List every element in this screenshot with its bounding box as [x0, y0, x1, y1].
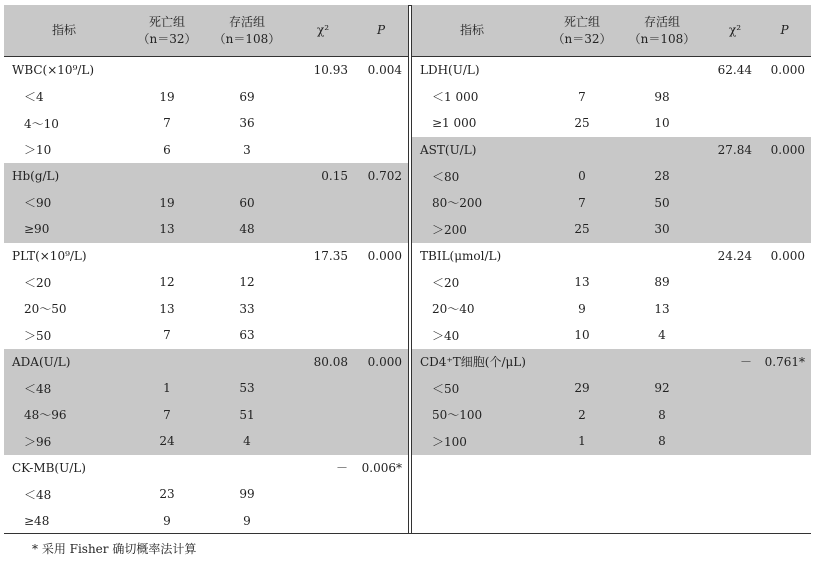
indicator-cell: ＞200	[412, 216, 552, 243]
table-row	[4, 216, 408, 243]
survive-cell: 98	[654, 89, 670, 104]
indicator-cell: CD4⁺T细胞(个/μL)	[412, 349, 552, 376]
table-row	[4, 296, 408, 323]
survive-cell: 60	[202, 190, 292, 217]
p-cell	[354, 269, 408, 296]
table-row	[4, 375, 408, 402]
p-cell	[758, 163, 811, 190]
indicator-cell: 20～50	[24, 302, 67, 317]
chi-cell	[712, 508, 758, 535]
survive-cell: 89	[654, 275, 670, 290]
death-cell	[552, 57, 612, 84]
death-cell: 13	[132, 216, 202, 243]
chi-cell: 80.08	[292, 349, 354, 376]
death-cell: 10	[574, 328, 590, 343]
footnote: * 采用 Fisher 确切概率法计算	[32, 542, 197, 556]
p-cell	[758, 428, 811, 455]
p-cell: 0.000	[758, 137, 811, 164]
table-row	[412, 349, 811, 376]
chi-cell: 17.35	[313, 248, 348, 263]
header-survive: 存活组 （n＝108）	[612, 5, 712, 57]
death-cell: 24	[132, 428, 202, 455]
p-cell	[758, 84, 811, 111]
chi-cell	[712, 216, 758, 243]
chi-cell: 24.24	[717, 248, 752, 263]
survive-cell: 53	[202, 375, 292, 402]
survive-cell: 51	[202, 402, 292, 429]
death-cell	[132, 163, 202, 190]
survive-cell: 63	[239, 328, 255, 343]
chi-cell	[292, 190, 354, 217]
survive-cell	[612, 455, 712, 482]
chi-cell	[292, 137, 354, 164]
survive-cell	[612, 137, 712, 164]
p-cell	[758, 508, 811, 535]
death-cell: 1	[552, 428, 612, 455]
indicator-cell	[412, 455, 552, 482]
p-cell	[354, 190, 408, 217]
table-row	[412, 508, 811, 535]
p-cell	[758, 481, 811, 508]
indicator-cell: ≥1 000	[432, 116, 477, 131]
death-cell: 23	[159, 487, 175, 502]
indicator-cell: TBIL(μmol/L)	[420, 248, 502, 263]
p-cell	[354, 508, 408, 535]
indicator-cell: 48～96	[4, 402, 132, 429]
table-row	[4, 455, 408, 482]
chi-cell	[292, 428, 354, 455]
death-cell: 0	[552, 163, 612, 190]
chi-cell: －	[335, 461, 348, 476]
p-cell: 0.006*	[361, 460, 402, 475]
survive-cell: 8	[612, 428, 712, 455]
death-cell	[132, 243, 202, 270]
chi-cell	[292, 508, 354, 535]
chi-cell	[712, 84, 758, 111]
p-cell: 0.000	[354, 349, 408, 376]
p-cell	[758, 216, 811, 243]
death-cell: 9	[578, 301, 586, 316]
p-cell	[758, 190, 811, 217]
chi-cell	[292, 375, 354, 402]
survive-cell	[612, 243, 712, 270]
p-cell: 0.761*	[758, 349, 811, 376]
indicator-cell: ADA(U/L)	[4, 349, 132, 376]
table-row	[412, 163, 811, 190]
indicator-cell: CK-MB(U/L)	[12, 460, 86, 475]
death-cell: 13	[159, 301, 175, 316]
survive-cell: 10	[654, 116, 670, 131]
indicator-cell: WBC(×10⁹/L)	[12, 63, 95, 78]
chi-cell: 10.93	[313, 63, 348, 78]
table-row	[412, 428, 811, 455]
indicator-cell: AST(U/L)	[412, 137, 552, 164]
p-cell	[354, 375, 408, 402]
indicator-cell: PLT(×10⁹/L)	[12, 248, 87, 263]
p-cell: 0.000	[770, 63, 805, 78]
table-row	[4, 269, 408, 296]
chi-cell	[712, 375, 758, 402]
table-row	[4, 349, 408, 376]
table-row	[4, 84, 408, 111]
chi-cell	[712, 110, 758, 137]
p-cell	[758, 455, 811, 482]
header-chi: χ²	[712, 5, 758, 57]
p-cell	[354, 296, 408, 323]
survive-cell: 8	[612, 402, 712, 429]
survive-cell: 4	[658, 328, 666, 343]
chi-cell: 0.15	[292, 163, 354, 190]
survive-cell	[202, 243, 292, 270]
survive-cell: 30	[612, 216, 712, 243]
indicator-cell: Hb(g/L)	[4, 163, 132, 190]
table-row	[412, 243, 811, 270]
p-cell	[758, 402, 811, 429]
survive-cell: 12	[239, 275, 255, 290]
survive-cell: 50	[612, 190, 712, 217]
table-row	[412, 137, 811, 164]
survive-cell: 13	[654, 301, 670, 316]
header-death: 死亡组 （n＝32）	[552, 5, 612, 57]
survive-cell	[202, 455, 292, 482]
indicator-cell: ＜4	[24, 90, 44, 105]
chi-cell	[712, 428, 758, 455]
p-cell: 0.004	[367, 63, 402, 78]
death-cell	[132, 57, 202, 84]
death-cell	[552, 137, 612, 164]
death-cell: 9	[163, 513, 171, 528]
table-row	[412, 455, 811, 482]
death-cell: 13	[574, 275, 590, 290]
survive-cell: 4	[202, 428, 292, 455]
table-row	[4, 137, 408, 164]
indicator-cell: ＜1 000	[432, 90, 479, 105]
death-cell	[552, 349, 612, 376]
p-cell: 0.000	[770, 248, 805, 263]
right-panel	[412, 5, 811, 534]
death-cell: 25	[552, 216, 612, 243]
p-cell: 0.000	[367, 248, 402, 263]
chi-cell	[712, 163, 758, 190]
survive-cell: 28	[612, 163, 712, 190]
left-panel	[4, 5, 408, 534]
death-cell: 19	[132, 190, 202, 217]
death-cell: 29	[552, 375, 612, 402]
p-cell	[758, 296, 811, 323]
chi-cell: 62.44	[717, 63, 752, 78]
death-cell	[552, 243, 612, 270]
indicator-cell: 50～100	[412, 402, 552, 429]
chi-cell	[292, 402, 354, 429]
indicator-cell: ＞40	[432, 328, 460, 343]
table-row	[4, 322, 408, 349]
left-table	[4, 5, 408, 534]
indicator-cell: ＜20	[24, 275, 52, 290]
table-row	[412, 402, 811, 429]
table-row	[4, 428, 408, 455]
chi-cell	[712, 269, 758, 296]
table-row	[4, 481, 408, 508]
table-row	[412, 375, 811, 402]
header-row	[412, 5, 811, 57]
table-row	[412, 57, 811, 84]
survive-cell: 33	[239, 301, 255, 316]
indicator-cell: ＞96	[4, 428, 132, 455]
survive-cell: 48	[202, 216, 292, 243]
survive-cell: 99	[239, 487, 255, 502]
indicator-cell: ＜90	[4, 190, 132, 217]
header-indicator: 指标	[412, 5, 552, 57]
survive-cell: 36	[239, 116, 255, 131]
header-indicator: 指标	[4, 5, 132, 57]
p-cell	[354, 428, 408, 455]
death-cell: 25	[574, 116, 590, 131]
p-cell	[758, 375, 811, 402]
indicator-cell	[412, 481, 552, 508]
death-cell	[552, 455, 612, 482]
indicator-cell: LDH(U/L)	[420, 63, 480, 78]
chi-cell	[292, 216, 354, 243]
table-row	[4, 243, 408, 270]
chi-cell	[292, 322, 354, 349]
header-p: P	[758, 5, 811, 57]
table-row	[4, 163, 408, 190]
table-row	[412, 481, 811, 508]
indicator-cell: ＞10	[24, 143, 52, 158]
header-death: 死亡组 （n＝32）	[132, 5, 202, 57]
table-row	[412, 190, 811, 217]
table-row	[4, 402, 408, 429]
survive-cell: 69	[239, 89, 255, 104]
indicator-cell: ＜48	[4, 375, 132, 402]
table-row	[412, 322, 811, 349]
death-cell: 7	[163, 328, 171, 343]
indicator-cell: ≥90	[4, 216, 132, 243]
indicator-cell: ＜50	[412, 375, 552, 402]
p-cell	[354, 137, 408, 164]
death-cell: 7	[132, 402, 202, 429]
p-cell	[354, 84, 408, 111]
survive-cell	[202, 163, 292, 190]
death-cell: 19	[159, 89, 175, 104]
chi-cell	[292, 269, 354, 296]
chi-cell	[292, 110, 354, 137]
death-cell: 2	[552, 402, 612, 429]
table-row	[412, 216, 811, 243]
chi-cell	[292, 84, 354, 111]
header-p: P	[354, 5, 408, 57]
header-chi: χ²	[292, 5, 354, 57]
indicator-cell: ＜48	[24, 487, 52, 502]
survive-cell	[612, 481, 712, 508]
death-cell: 7	[163, 116, 171, 131]
death-cell	[552, 508, 612, 535]
p-cell	[354, 402, 408, 429]
p-cell	[354, 322, 408, 349]
p-cell	[354, 110, 408, 137]
chi-cell	[712, 402, 758, 429]
indicator-cell: ＜80	[412, 163, 552, 190]
survive-cell	[612, 349, 712, 376]
indicator-cell: ＞50	[24, 328, 52, 343]
header-row	[4, 5, 408, 57]
p-cell	[758, 322, 811, 349]
survive-cell	[202, 57, 292, 84]
table-row	[4, 508, 408, 535]
death-cell	[132, 349, 202, 376]
table-row	[4, 190, 408, 217]
table-row	[4, 57, 408, 84]
p-cell	[758, 269, 811, 296]
chi-cell	[712, 190, 758, 217]
chi-cell	[712, 481, 758, 508]
chi-cell: －	[712, 349, 758, 376]
p-cell	[758, 110, 811, 137]
indicator-cell	[412, 508, 552, 535]
p-cell	[354, 216, 408, 243]
indicator-cell: ＜20	[432, 275, 460, 290]
survive-cell: 3	[243, 142, 251, 157]
chi-cell: 27.84	[712, 137, 758, 164]
p-cell	[354, 481, 408, 508]
indicator-cell: 20～40	[432, 302, 475, 317]
death-cell	[552, 481, 612, 508]
indicator-cell: ≥48	[24, 513, 50, 528]
death-cell: 1	[132, 375, 202, 402]
right-table	[412, 5, 811, 534]
chi-cell	[712, 322, 758, 349]
table-row	[412, 110, 811, 137]
table-row	[4, 110, 408, 137]
table-row	[412, 269, 811, 296]
chi-cell	[292, 296, 354, 323]
death-cell: 7	[578, 89, 586, 104]
header-survive: 存活组 （n＝108）	[202, 5, 292, 57]
chi-cell	[712, 296, 758, 323]
indicator-cell: 4～10	[24, 116, 59, 131]
table-row	[412, 296, 811, 323]
survive-cell	[202, 349, 292, 376]
bottom-rule	[4, 533, 811, 534]
indicator-cell: 80～200	[412, 190, 552, 217]
death-cell: 12	[159, 275, 175, 290]
survive-cell: 9	[243, 513, 251, 528]
death-cell	[132, 455, 202, 482]
survive-cell	[612, 57, 712, 84]
chi-cell	[292, 481, 354, 508]
indicator-cell: ＞100	[412, 428, 552, 455]
survive-cell: 92	[612, 375, 712, 402]
p-cell: 0.702	[354, 163, 408, 190]
table-row	[412, 84, 811, 111]
survive-cell	[612, 508, 712, 535]
death-cell: 7	[552, 190, 612, 217]
chi-cell	[712, 455, 758, 482]
death-cell: 6	[163, 142, 171, 157]
